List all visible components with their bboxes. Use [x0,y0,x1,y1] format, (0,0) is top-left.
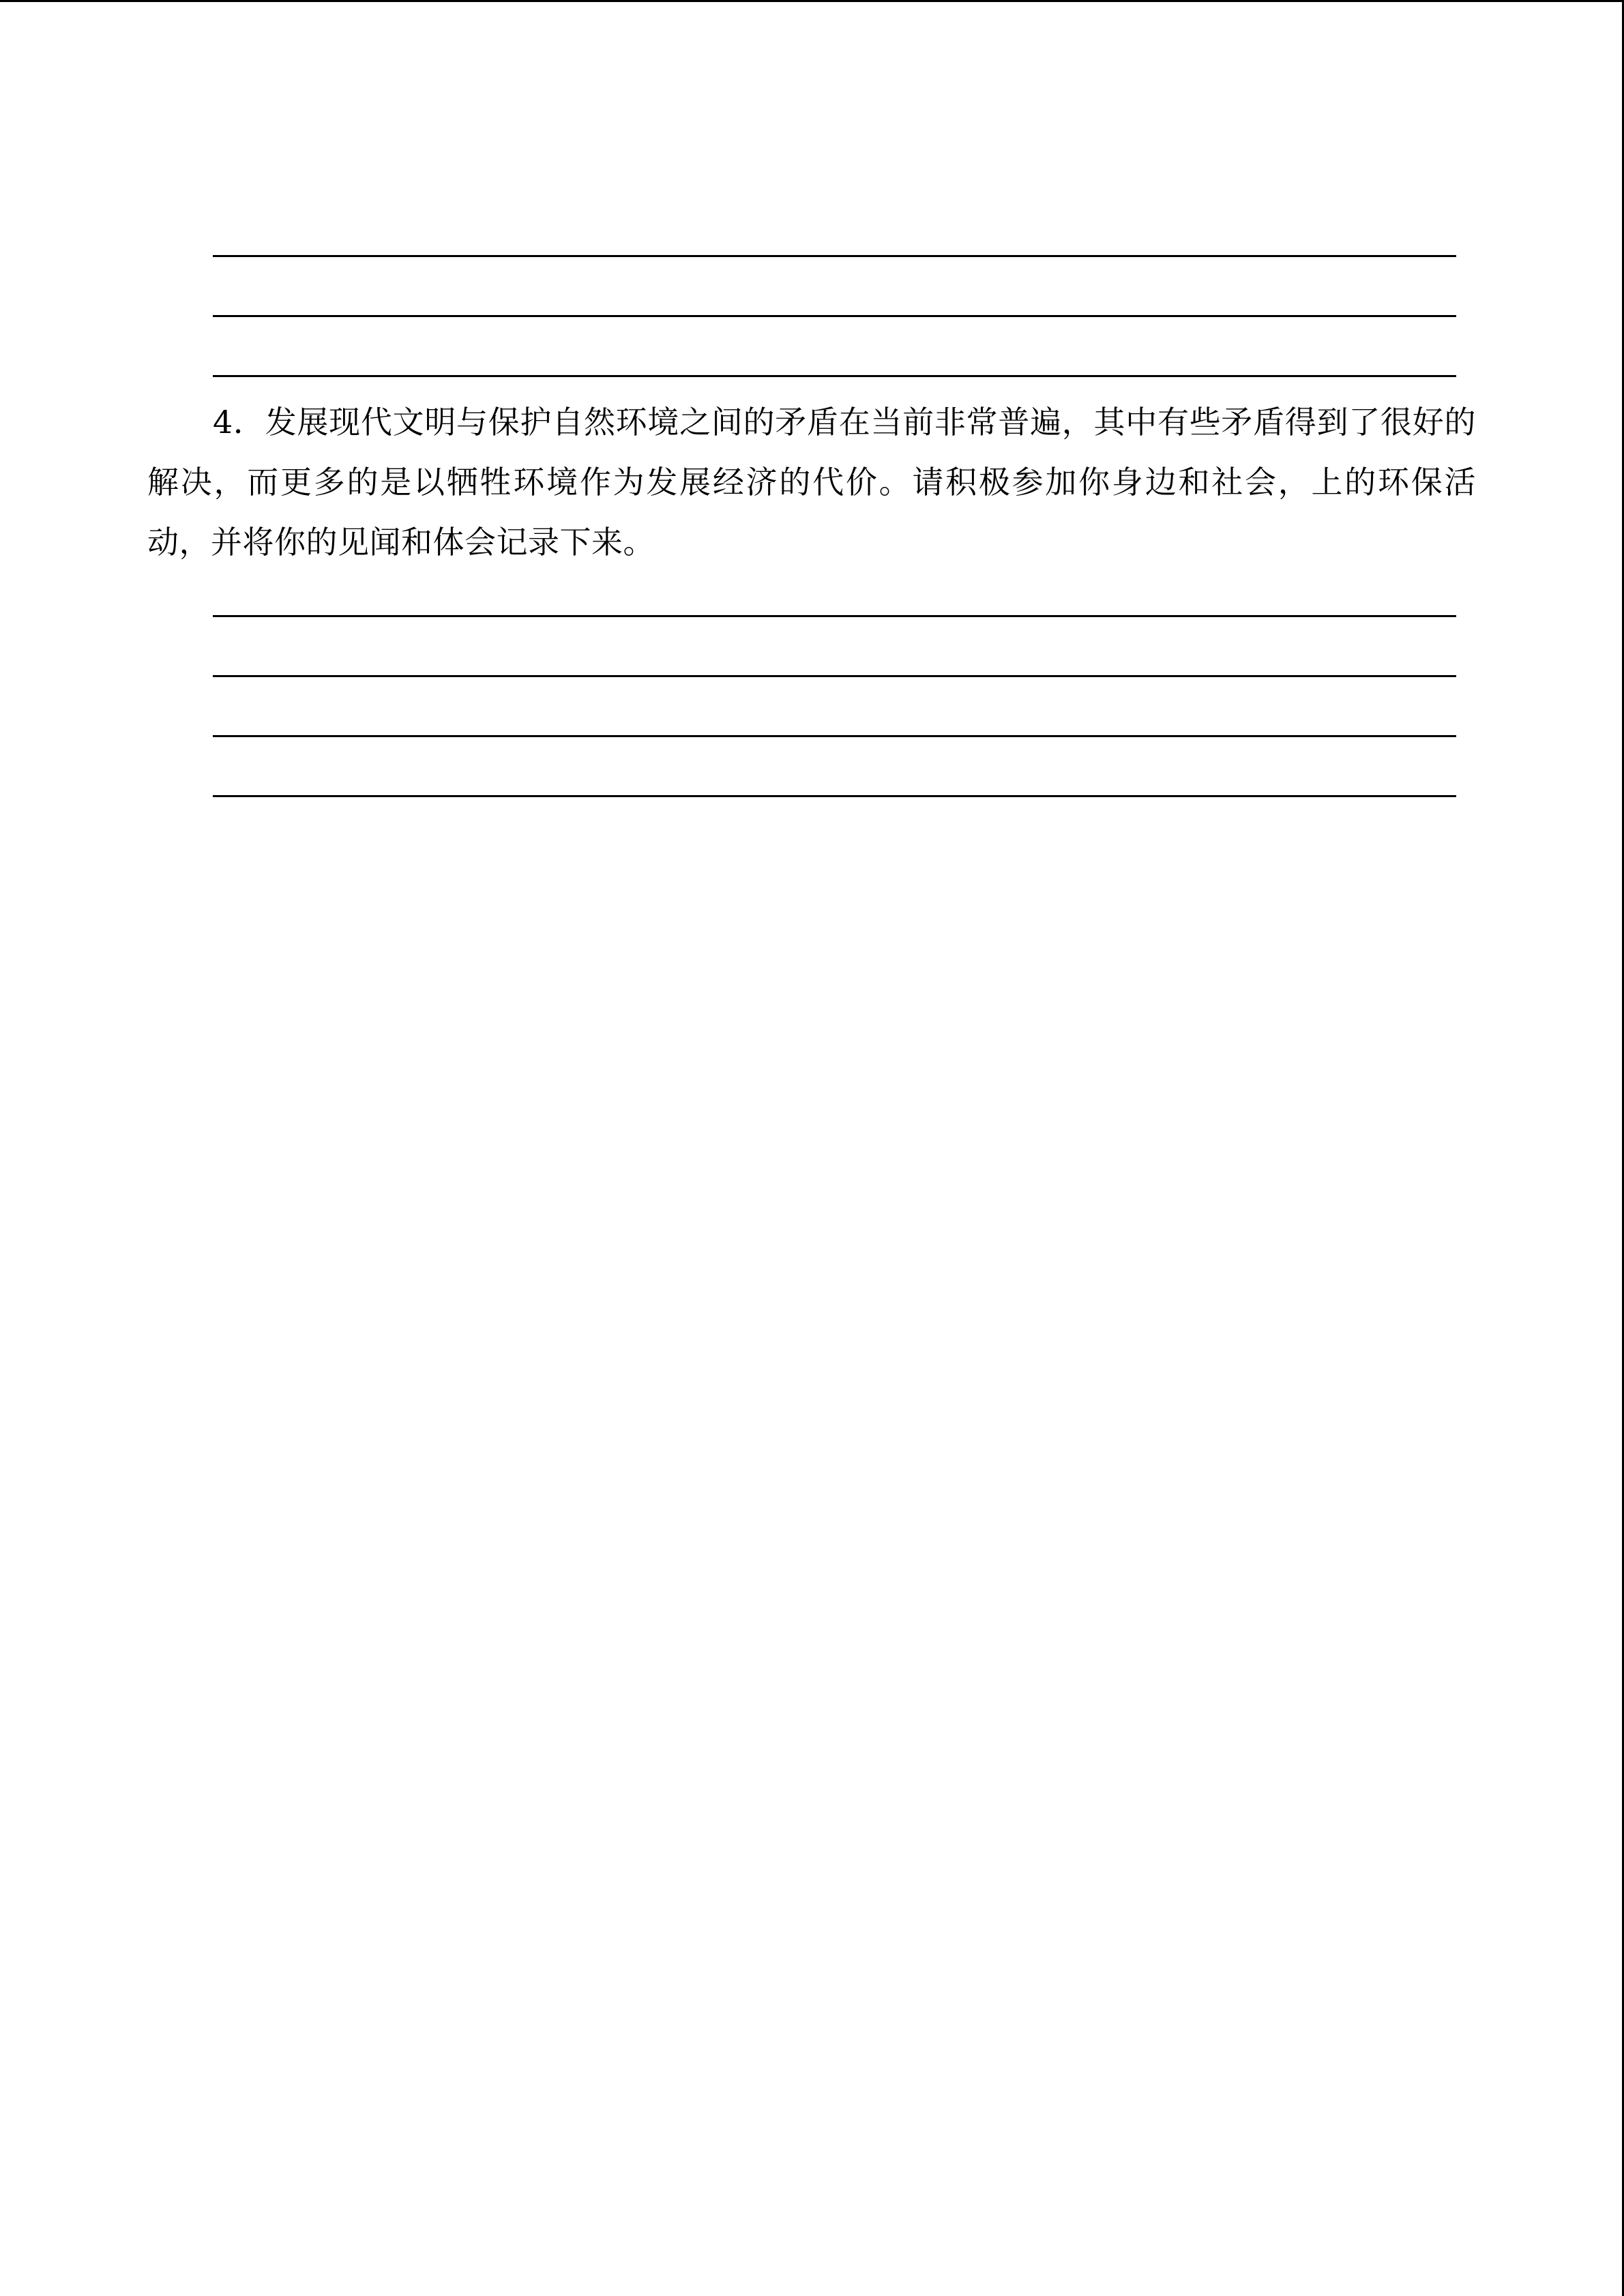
question-text: 发展现代文明与保护自然环境之间的矛盾在当前非常普遍，其中有些矛盾得到了很好的解决，而更多的是以牺牲环境作为发展经济的代价。请积极参加你身边和社会，上的环保活动，并将你的见闻和体会记录下来。 [147,404,1476,561]
question-number: 4． [213,404,265,441]
question-4 [147,392,1476,572]
answer-line-2 [213,675,1456,677]
previous-answer-line-1 [213,255,1456,257]
previous-answer-line-2 [213,315,1456,317]
answer-line-1 [213,615,1456,617]
answer-line-3 [213,735,1456,737]
previous-answer-line-3 [213,375,1456,377]
answer-line-4 [213,795,1456,797]
